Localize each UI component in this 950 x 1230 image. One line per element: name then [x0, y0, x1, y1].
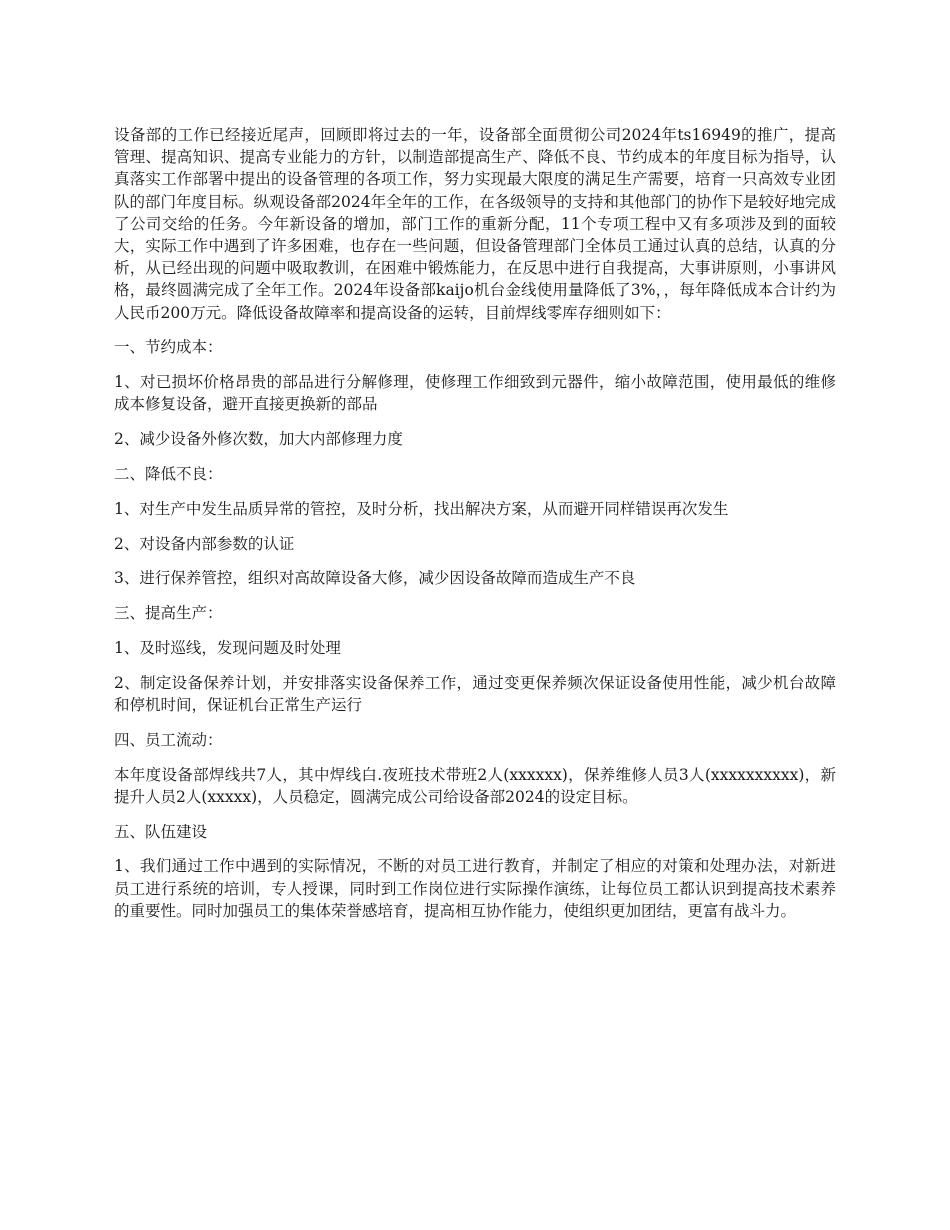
- list-item: 1、我们通过工作中遇到的实际情况，不断的对员工进行教育，并制定了相应的对策和处理办法，对新进员工进行系统的培训，专人授课，同时到工作岗位进行实际操作演练，让每位员工都认识到提高技术素养的重要性。同时加强员工的集体荣誉感培育，提高相互协作能力，使组织更加团结，更富有战斗力。: [114, 857, 836, 920]
- list-item: 2、对设备内部参数的认证: [114, 534, 295, 553]
- section-heading-staff-turnover: 四、员工流动：: [114, 730, 223, 749]
- document-body: [114, 124, 836, 935]
- section-heading-improve-production: 三、提高生产：: [114, 604, 223, 623]
- intro-paragraph: 设备部的工作已经接近尾声，回顾即将过去的一年，设备部全面贯彻公司2024年ts16949的推广，提高管理、提高知识、提高专业能力的方针，以制造部提高生产、降低不良、节约成本的年度目标为指导，认真落实工作部署中提出的设备管理的各项工作，努力实现最大限度的满足生产需要，培育一只高效专业团队的部门年度目标。纵观设备部2024年全年的工作，在各级领导的支持和其他部门的协作下是较好地完成了公司交给的任务。今年新设备的增加，部门工作的重新分配，11个专项工程中又有多项涉及到的面较大，实际工作中遇到了许多困难，也存在一些问题，但设备管理部门全体员工通过认真的总结，认真的分析，从已经出现的问题中吸取教训，在困难中锻炼能力，在反思中进行自我提高，大事讲原则，小事讲风格，最终圆满完成了全年工作。2024年设备部kaijo机台金线使用量降低了3%，，每年降低成本合计约为人民币200万元。降低设备故障率和提高设备的运转，目前焊线零库存细则如下：: [114, 126, 836, 322]
- list-item: 2、制定设备保养计划，并安排落实设备保养工作，通过变更保养频次保证设备使用性能，减少机台故障和停机时间，保证机台正常生产运行: [114, 673, 836, 714]
- list-item: 1、及时巡线，发现问题及时处理: [114, 639, 341, 657]
- list-item: 1、对生产中发生品质异常的管控，及时分析，找出解决方案，从而避开同样错误再次发生: [114, 499, 729, 518]
- section-heading-cost-saving: 一、节约成本：: [114, 338, 223, 357]
- section-heading-reduce-defects: 二、降低不良：: [114, 465, 223, 484]
- section-heading-team-building: 五、队伍建设: [114, 822, 208, 841]
- list-item: 1、对已损坏价格昂贵的部品进行分解修理，使修理工作细致到元器件，缩小故障范围，使用最低的维修成本修复设备，避开直接更换新的部品: [114, 373, 836, 414]
- list-item: 3、进行保养管控，组织对高故障设备大修，减少因设备故障而造成生产不良: [114, 569, 636, 588]
- list-item: 2、减少设备外修次数，加大内部修理力度: [114, 430, 403, 449]
- list-item: 本年度设备部焊线共7人，其中焊线白.夜班技术带班2人(xxxxxx)，保养维修人员3人(xxxxxxxxxx)，新提升人员2人(xxxxx)，人员稳定，圆满完成公司给设备部2024的设定目标。: [114, 765, 836, 806]
